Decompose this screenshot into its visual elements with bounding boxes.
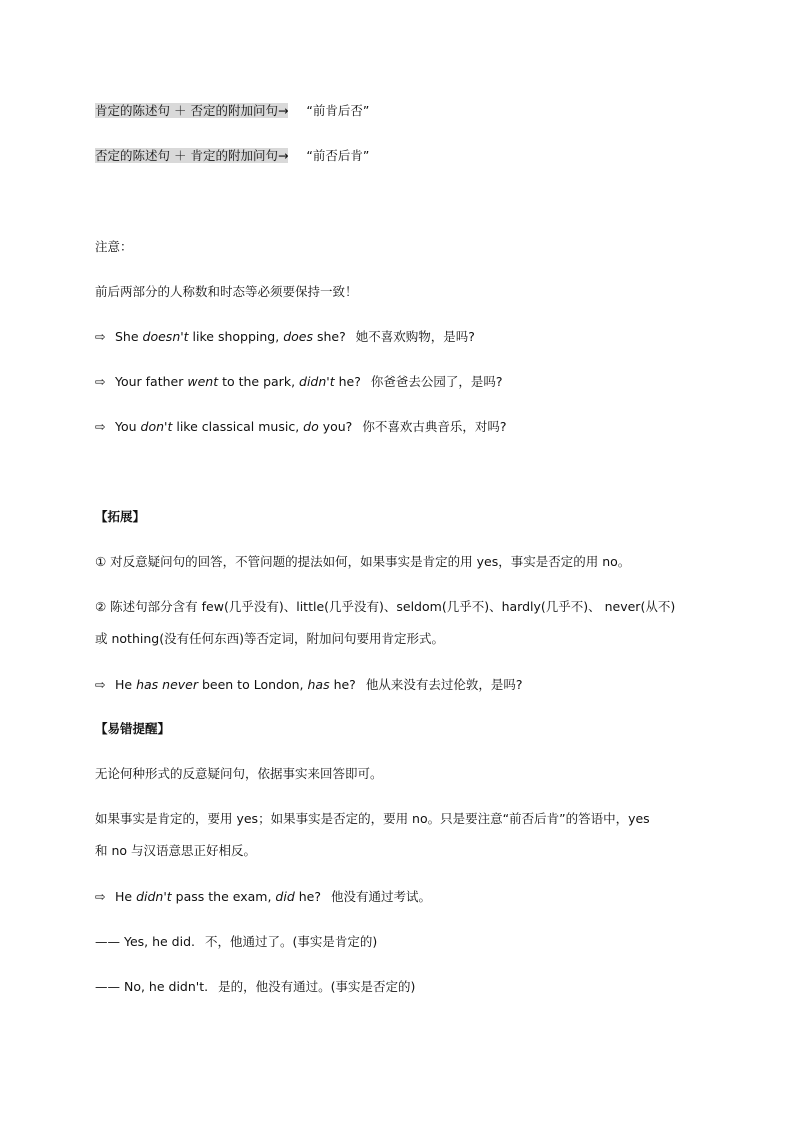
- rule-2-quote: “前否后肯”: [306, 148, 370, 163]
- mistake-heading: 【易错提醒】: [95, 721, 171, 736]
- arrow-icon: ⇨: [95, 889, 106, 904]
- extend-example: ⇨ He has never been to London, has he? 他从来没有去过伦敦，是吗?: [95, 677, 523, 692]
- extend-heading: 【拓展】: [95, 509, 146, 524]
- arrow-icon: ⇨: [95, 419, 106, 434]
- note-text: 前后两部分的人称数和时态等必须要保持一致！: [95, 284, 358, 299]
- rule-line-2: [95, 147, 369, 165]
- answer-yes: —— Yes, he did. 不，他通过了。(事实是肯定的): [95, 934, 378, 949]
- arrow-icon: ⇨: [95, 677, 106, 692]
- rule-1-highlight: 肯定的陈述句 ＋ 否定的附加问句→: [95, 103, 289, 118]
- mistake-text-2-line-2: 和 no 与汉语意思正好相反。: [95, 843, 257, 858]
- extend-point-2-line-2: 或 nothing(没有任何东西)等否定词，附加问句要用肯定形式。: [95, 631, 444, 646]
- rule-line-1: [95, 102, 369, 120]
- arrow-icon: ⇨: [95, 374, 106, 389]
- rule-1-quote: “前肯后否”: [306, 103, 370, 118]
- extend-point-2-line-1: ② 陈述句部分含有 few(几乎没有)、little(几乎没有)、seldom(几乎不)、hardly(几乎不)、 never(从不): [95, 599, 676, 614]
- note-example-2: ⇨ Your father went to the park, didn't he? 你爸爸去公园了，是吗?: [95, 374, 503, 389]
- example-translation: 他从来没有去过伦敦，是吗?: [365, 677, 523, 692]
- mistake-text-1: 无论何种形式的反意疑问句，依据事实来回答即可。: [95, 766, 383, 781]
- answer-no: —— No, he didn't. 是的，他没有通过。(事实是否定的): [95, 979, 416, 994]
- mistake-example: ⇨ He didn't pass the exam, did he? 他没有通过考试。: [95, 889, 431, 904]
- example-translation: 她不喜欢购物，是吗?: [355, 329, 475, 344]
- note-example-3: ⇨ You don't like classical music, do you? 你不喜欢古典音乐，对吗?: [95, 419, 507, 434]
- example-translation: 你爸爸去公园了，是吗?: [370, 374, 503, 389]
- rule-2-highlight: 否定的陈述句 ＋ 肯定的附加问句→: [95, 148, 289, 163]
- note-example-1: ⇨ She doesn't like shopping, does she? 她不喜欢购物，是吗?: [95, 329, 475, 344]
- mistake-text-2-line-1: 如果事实是肯定的，要用 yes；如果事实是否定的，要用 no。只是要注意“前否后肯”的答语中，yes: [95, 811, 650, 826]
- example-translation: 你不喜欢古典音乐，对吗?: [362, 419, 507, 434]
- example-translation: 他没有通过考试。: [330, 889, 431, 904]
- arrow-icon: ⇨: [95, 329, 106, 344]
- note-heading: 注意：: [95, 239, 133, 254]
- extend-point-1: ① 对反意疑问句的回答，不管问题的提法如何，如果事实是肯定的用 yes，事实是否定的用 no。: [95, 554, 631, 569]
